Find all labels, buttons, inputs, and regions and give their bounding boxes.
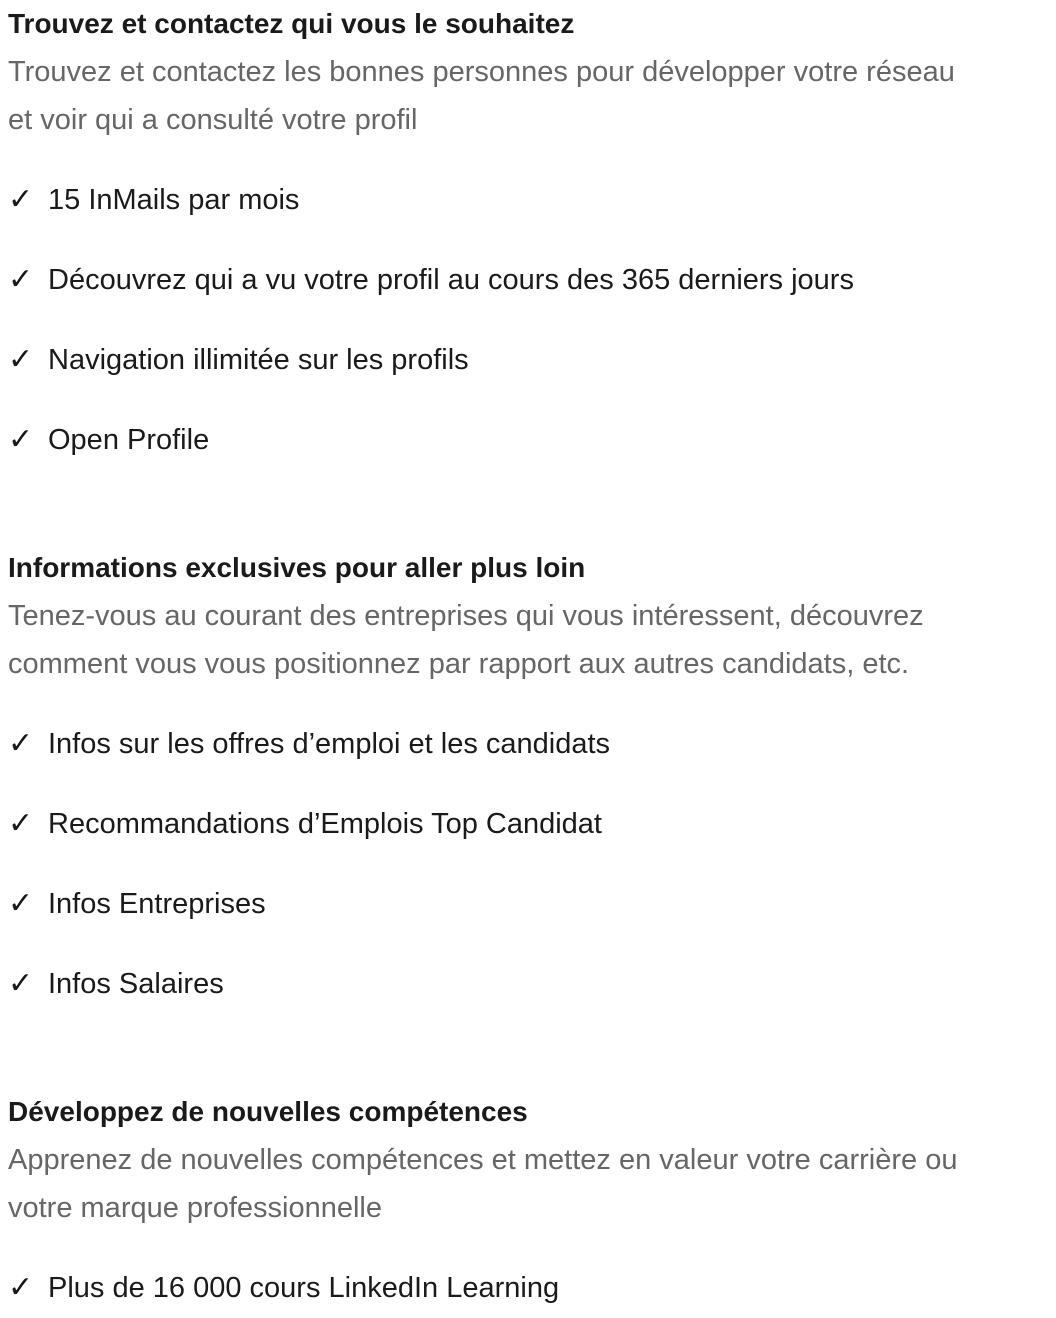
benefit-label: Infos Salaires bbox=[48, 968, 224, 1000]
check-icon: ✓ bbox=[8, 1271, 34, 1304]
benefit-label: Navigation illimitée sur les profils bbox=[48, 344, 469, 376]
benefit-item bbox=[8, 336, 1056, 384]
benefit-item bbox=[8, 720, 1056, 768]
benefit-item bbox=[8, 880, 1056, 928]
benefit-item bbox=[8, 256, 1056, 304]
benefit-label: Infos sur les offres d’emploi et les candidats bbox=[48, 728, 611, 760]
benefit-label: Infos Entreprises bbox=[48, 888, 266, 920]
benefit-label: Recommandations d’Emplois Top Candidat bbox=[48, 808, 602, 840]
benefit-item bbox=[8, 960, 1056, 1008]
feature-section bbox=[8, 1088, 1056, 1312]
section-description: Tenez-vous au courant des entreprises qui vous intéressent, découvrez comment vous vous positionnez par rapport aux autres candidats, etc. bbox=[8, 600, 924, 680]
section-title: Développez de nouvelles compétences bbox=[8, 1096, 528, 1127]
benefit-item bbox=[8, 800, 1056, 848]
benefit-label: Plus de 16 000 cours LinkedIn Learning bbox=[48, 1272, 560, 1304]
benefit-item bbox=[8, 1264, 1056, 1312]
check-icon: ✓ bbox=[8, 727, 34, 760]
section-title: Trouvez et contactez qui vous le souhaitez bbox=[8, 8, 575, 39]
check-icon: ✓ bbox=[8, 423, 34, 456]
benefit-list bbox=[8, 176, 1056, 464]
benefit-item bbox=[8, 416, 1056, 464]
benefit-list bbox=[8, 720, 1056, 1008]
check-icon: ✓ bbox=[8, 343, 34, 376]
check-icon: ✓ bbox=[8, 263, 34, 296]
check-icon: ✓ bbox=[8, 807, 34, 840]
benefit-item bbox=[8, 176, 1056, 224]
feature-section bbox=[8, 0, 1056, 464]
check-icon: ✓ bbox=[8, 183, 34, 216]
benefit-label: Open Profile bbox=[48, 424, 210, 456]
section-title: Informations exclusives pour aller plus loin bbox=[8, 552, 586, 583]
check-icon: ✓ bbox=[8, 887, 34, 920]
feature-section bbox=[8, 544, 1056, 1008]
benefit-label: Découvrez qui a vu votre profil au cours des 365 derniers jours bbox=[48, 264, 854, 296]
section-description: Trouvez et contactez les bonnes personnes pour développer votre réseau et voir qui a consulté votre profil bbox=[8, 56, 955, 136]
section-description: Apprenez de nouvelles compétences et mettez en valeur votre carrière ou votre marque professionnelle bbox=[8, 1144, 958, 1224]
benefit-list bbox=[8, 1264, 1056, 1312]
benefit-label: 15 InMails par mois bbox=[48, 184, 300, 216]
check-icon: ✓ bbox=[8, 967, 34, 1000]
